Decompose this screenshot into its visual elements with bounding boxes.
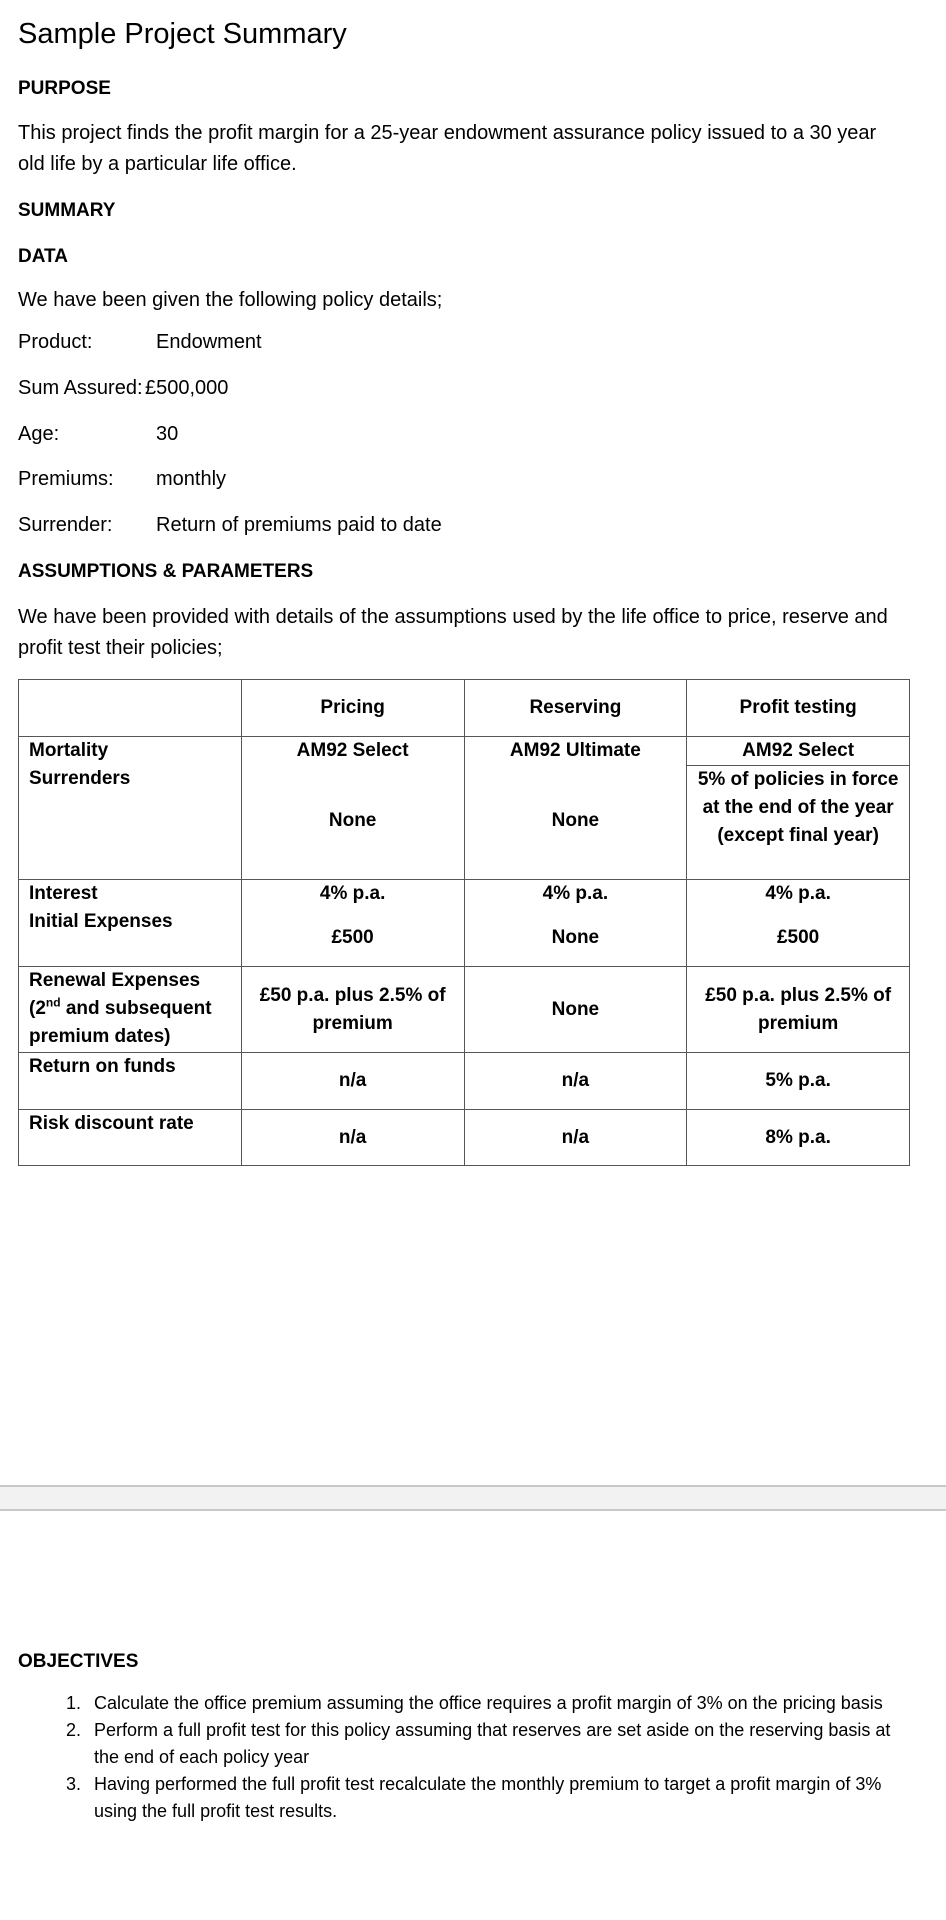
cell-profit-rdr: 8% p.a. [687, 1110, 910, 1166]
cell-reserving-return: n/a [464, 1053, 687, 1110]
page-break-divider [0, 1485, 946, 1511]
cell-pricing-mortality: AM92 Select [296, 740, 409, 761]
renewal-label-part-2: and subsequent premium dates) [29, 998, 212, 1047]
summary-heading: SUMMARY [18, 200, 116, 221]
cell-profit-mortality-surrenders [687, 737, 910, 880]
list-item: 1. Calculate the office premium assuming the office requires a profit margin of 3% on the pricing basis [86, 1690, 916, 1717]
purpose-text: This project finds the profit margin for a 25-year endowment assurance policy issued to a 30 year old life by a particular life office. [18, 122, 877, 175]
policy-value-surrender: Return of premiums paid to date [156, 514, 442, 536]
policy-label-age: Age: [18, 423, 60, 445]
cell-profit-mortality: AM92 Select [742, 740, 855, 761]
table-row [19, 1053, 910, 1110]
policy-label-premiums: Premiums: [18, 468, 114, 490]
cell-profit-return: 5% p.a. [687, 1053, 910, 1110]
objectives-list [52, 1690, 916, 1825]
data-intro: We have been given the following policy details; [18, 289, 443, 311]
row-label-risk-discount-rate: Risk discount rate [19, 1110, 242, 1166]
list-item: 2. Perform a full profit test for this policy assuming that reserves are set aside on the reserving basis at the end of each policy year [86, 1717, 916, 1771]
cell-profit-interest-initial [687, 880, 910, 967]
row-label-return-on-funds: Return on funds [19, 1053, 242, 1110]
cell-reserving-interest: 4% p.a. [542, 883, 609, 904]
row-label-initial-expenses: Initial Expenses [29, 911, 173, 932]
assumptions-table [18, 679, 910, 1166]
assumptions-intro: We have been provided with details of the assumptions used by the life office to price, reserve and profit test their policies; [18, 606, 888, 659]
renewal-label-part-1: Renewal Expenses (2 [29, 970, 201, 1019]
cell-pricing-surrenders: None [328, 810, 377, 831]
cell-profit-renewal: £50 p.a. plus 2.5% of premium [687, 967, 910, 1053]
cell-pricing-rdr: n/a [241, 1110, 464, 1166]
cell-reserving-rdr: n/a [464, 1110, 687, 1166]
policy-value-premiums: monthly [156, 468, 227, 490]
cell-pricing-return: n/a [241, 1053, 464, 1110]
table-header-row [19, 680, 910, 737]
column-header-pricing: Pricing [241, 680, 464, 737]
cell-reserving-mortality-surrenders [464, 737, 687, 880]
cell-profit-interest: 4% p.a. [765, 883, 831, 904]
table-corner-cell [19, 680, 242, 737]
cell-profit-initial: £500 [776, 927, 820, 948]
row-label-mortality: Mortality [29, 740, 109, 761]
table-row [19, 737, 910, 880]
page-title: Sample Project Summary [18, 18, 347, 50]
policy-label-product: Product: [18, 331, 93, 353]
cell-reserving-initial: None [551, 927, 600, 948]
list-item: 3. Having performed the full profit test recalculate the monthly premium to target a profit margin of 3% using the full profit test results. [86, 1771, 916, 1825]
cell-pricing-renewal: £50 p.a. plus 2.5% of premium [241, 967, 464, 1053]
data-heading: DATA [18, 246, 68, 267]
cell-reserving-mortality: AM92 Ultimate [509, 740, 641, 761]
cell-pricing-interest-initial [241, 880, 464, 967]
renewal-label-superscript: nd [45, 995, 61, 1010]
policy-label-surrender: Surrender: [18, 514, 113, 536]
row-label-interest-initial [19, 880, 242, 967]
cell-profit-surrenders: 5% of policies in force at the end of the year (except final year) [687, 765, 909, 850]
objectives-heading: OBJECTIVES [18, 1651, 139, 1672]
row-label-renewal-expenses [19, 967, 242, 1053]
assumptions-heading: ASSUMPTIONS & PARAMETERS [18, 561, 314, 582]
purpose-heading: PURPOSE [18, 78, 111, 99]
table-row [19, 880, 910, 967]
cell-pricing-mortality-surrenders [241, 737, 464, 880]
policy-value-age: 30 [156, 423, 179, 445]
row-label-mortality-surrenders [19, 737, 242, 880]
cell-pricing-initial: £500 [331, 927, 374, 948]
column-header-reserving: Reserving [464, 680, 687, 737]
table-row [19, 967, 910, 1053]
cell-pricing-interest: 4% p.a. [319, 883, 386, 904]
policy-label-sum-assured: Sum Assured: [18, 377, 143, 399]
table-row [19, 1110, 910, 1166]
column-header-profit-testing: Profit testing [687, 680, 910, 737]
policy-value-sum-assured: £500,000 [145, 377, 229, 399]
cell-reserving-surrenders: None [551, 810, 600, 831]
cell-reserving-interest-initial [464, 880, 687, 967]
cell-reserving-renewal: None [464, 967, 687, 1053]
row-label-interest: Interest [29, 883, 98, 904]
row-label-surrenders: Surrenders [29, 768, 131, 789]
policy-value-product: Endowment [156, 331, 262, 353]
